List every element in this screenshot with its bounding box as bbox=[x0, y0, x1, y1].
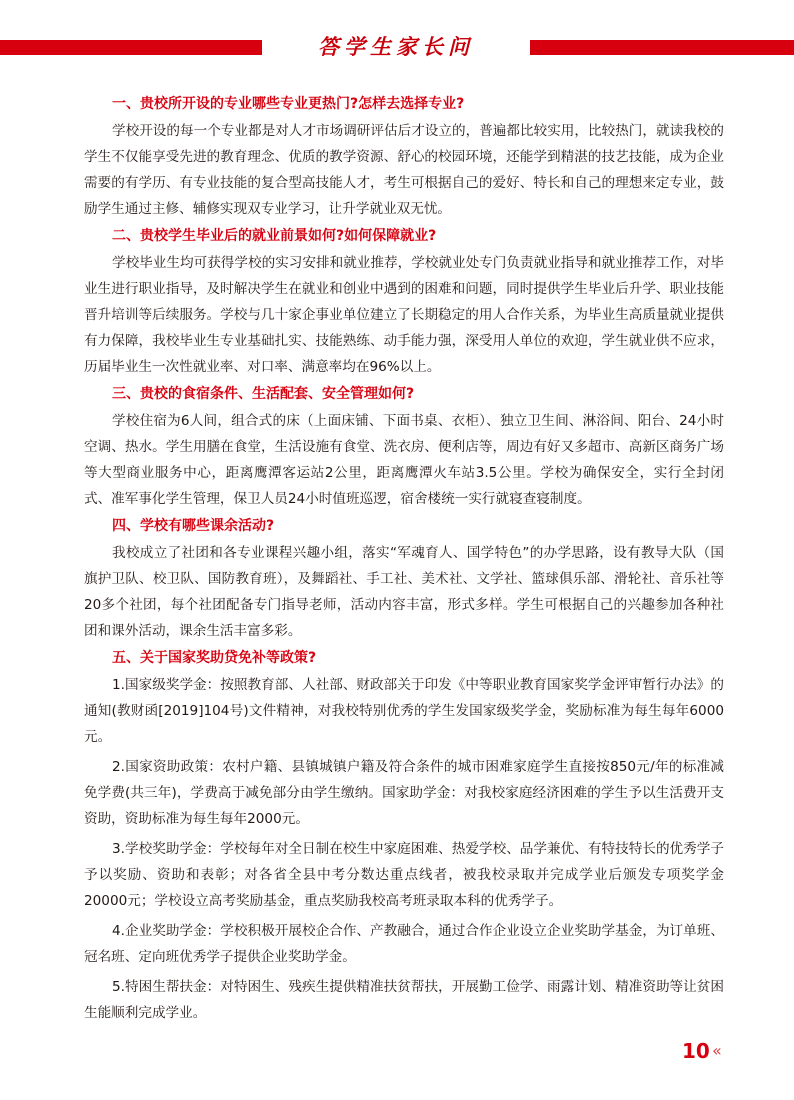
section-heading: 一、贵校所开设的专业哪些专业更热门?怎样去选择专业? bbox=[112, 96, 465, 112]
page-number: 10 bbox=[682, 1039, 710, 1063]
section-heading: 三、贵校的食宿条件、生活配套、安全管理如何? bbox=[112, 386, 415, 402]
section-5 bbox=[84, 644, 724, 1026]
policy-item-1: 1.国家级奖学金：按照教育部、人社部、财政部关于印发《中等职业教育国家奖学金评审暂行办法》的通知(教财函[2019]104号)文件精神，对我校特别优秀的学生发国家级奖学金，奖励标准为每生每年6000元。 bbox=[84, 677, 724, 745]
section-1 bbox=[84, 90, 724, 222]
header-bar-right bbox=[530, 40, 794, 55]
section-heading: 四、学校有哪些课余活动? bbox=[112, 518, 275, 534]
section-2 bbox=[84, 222, 724, 380]
policy-item-5: 5.特困生帮扶金：对特困生、残疾生提供精准扶贫帮扶，开展勤工俭学、雨露计划、精准资助等让贫困生能顺利完成学业。 bbox=[84, 979, 724, 1021]
section-heading: 二、贵校学生毕业后的就业前景如何?如何保障就业? bbox=[112, 228, 437, 244]
policy-item-3: 3.学校奖助学金：学校每年对全日制在校生中家庭困难、热爱学校、品学兼优、有特技特长的优秀学子予以奖励、资助和表彰；对各省全县中考分数达重点线者，被我校录取并完成学业后颁发专项奖学金20000元；学校设立高考奖励基金，重点奖励我校高考班录取本科的优秀学子。 bbox=[84, 841, 724, 909]
section-heading: 五、关于国家奖助贷免补等政策? bbox=[112, 650, 317, 666]
double-chevron-left-icon: « bbox=[712, 1041, 722, 1060]
section-paragraph: 学校毕业生均可获得学校的实习安排和就业推荐，学校就业处专门负责就业指导和就业推荐工作，对毕业生进行职业指导，及时解决学生在就业和创业中遇到的困难和问题，同时提供学生毕业后升学、职业技能晋升培训等后续服务。学校与几十家企事业单位建立了长期稳定的用人合作关系，为毕业生高质量就业提供有力保障，我校毕业生专业基础扎实、技能熟练、动手能力强，深受用人单位的欢迎，学生就业供不应求，历届毕业生一次性就业率、对口率、满意率均在96%以上。 bbox=[84, 255, 724, 375]
section-paragraph: 学校住宿为6人间，组合式的床（上面床铺、下面书桌、衣柜）、独立卫生间、淋浴间、阳台、24小时空调、热水。学生用膳在食堂，生活设施有食堂、洗衣房、便利店等，周边有好又多超市、高新区商务广场等大型商业服务中心，距离鹰潭客运站2公里，距离鹰潭火车站3.5公里。学校为确保安全，实行全封闭式、准军事化学生管理，保卫人员24小时值班巡逻，宿舍楼统一实行就寝查寝制度。 bbox=[84, 413, 724, 507]
section-paragraph: 我校成立了社团和各专业课程兴趣小组，落实“军魂育人、国学特色”的办学思路，设有教导大队（国旗护卫队、校卫队、国防教育班），及舞蹈社、手工社、美术社、文学社、篮球俱乐部、滑轮社、音乐社等20多个社团，每个社团配备专门指导老师，活动内容丰富，形式多样。学生可根据自己的兴趣参加各种社团和课外活动，课余生活丰富多彩。 bbox=[84, 545, 724, 639]
header-bar-left bbox=[0, 40, 262, 55]
page-header-title: 答学生家长问 bbox=[318, 34, 474, 59]
article-body bbox=[84, 90, 724, 1030]
policy-item-4: 4.企业奖助学金：学校积极开展校企合作、产教融合，通过合作企业设立企业奖助学基金，为订单班、冠名班、定向班优秀学子提供企业奖助学金。 bbox=[84, 923, 724, 965]
policy-item-2: 2.国家资助政策：农村户籍、县镇城镇户籍及符合条件的城市困难家庭学生直接按850元/年的标准减免学费(共三年)，学费高于减免部分由学生缴纳。国家助学金：对我校家庭经济困难的学生予以生活费开支资助，资助标准为每生每年2000元。 bbox=[84, 759, 724, 827]
section-3 bbox=[84, 380, 724, 512]
section-4 bbox=[84, 512, 724, 644]
section-paragraph: 学校开设的每一个专业都是对人才市场调研评估后才设立的，普遍都比较实用，比较热门，就读我校的学生不仅能享受先进的教育理念、优质的教学资源、舒心的校园环境，还能学到精湛的技艺技能，成为企业需要的有学历、有专业技能的复合型高技能人才，考生可根据自己的爱好、特长和自己的理想来定专业，鼓励学生通过主修、辅修实现双专业学习，让升学就业双无忧。 bbox=[84, 123, 724, 217]
